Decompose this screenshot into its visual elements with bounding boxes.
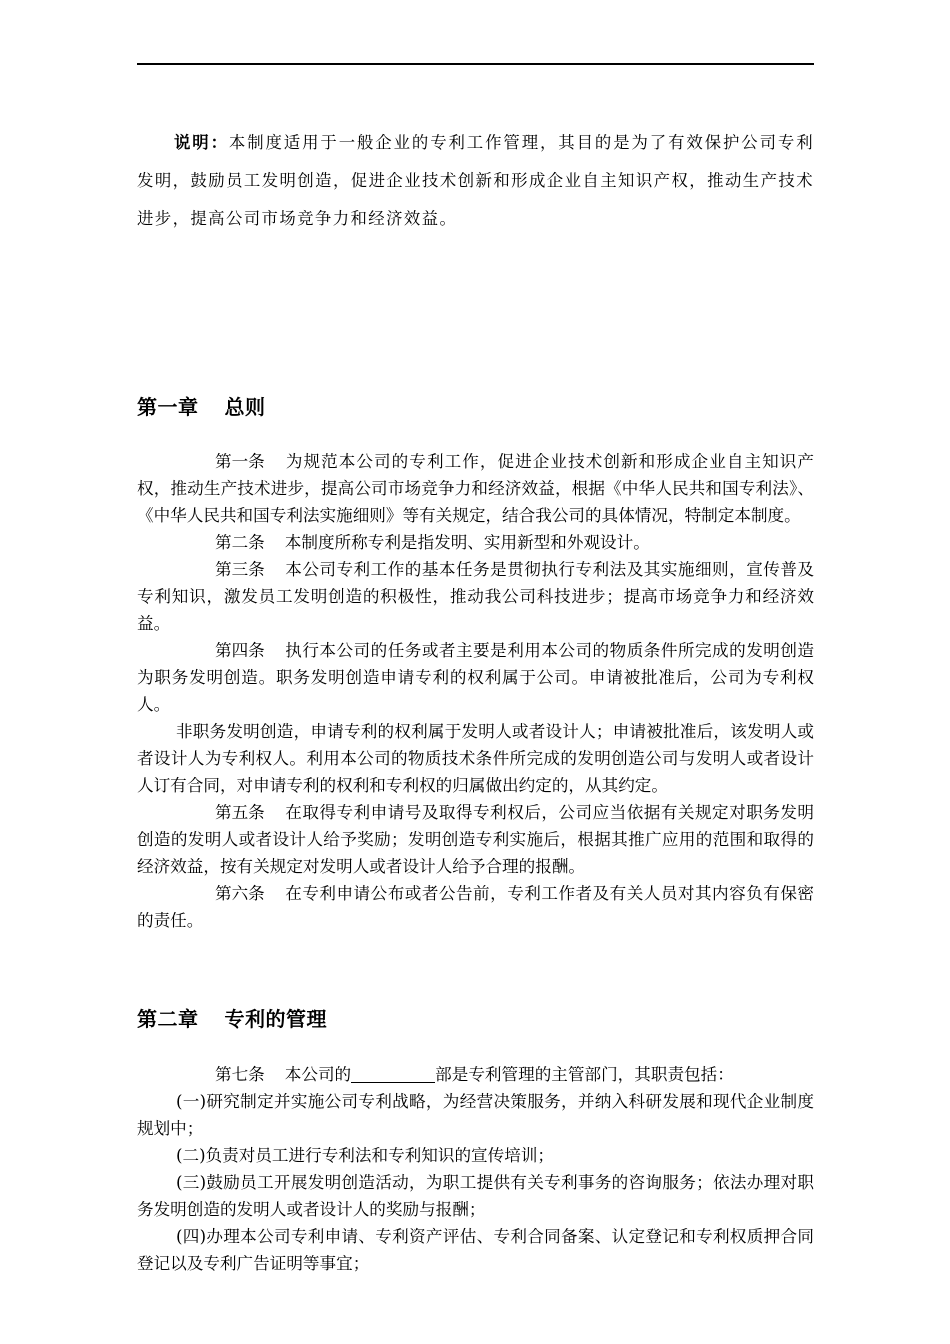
article-4-text: 执行本公司的任务或者主要是利用本公司的物质条件所完成的发明创造为职务发明创造。职务发明创造申请专利的权利属于公司。申请被批准后，公司为专利权人。 [137, 641, 814, 714]
article-3-text: 本公司专利工作的基本任务是贯彻执行专利法及其实施细则，宣传普及专利知识，激发员工发明创造的积极性，推动我公司科技进步；提高市场竞争力和经济效益。 [137, 560, 814, 633]
chapter-1-heading [137, 391, 266, 420]
article-1-text: 为规范本公司的专利工作，促进企业技术创新和形成企业自主知识产权，推动生产技术进步，提高公司市场竞争力和经济效益，根据《中华人民共和国专利法》、 《中华人民共和国专利法实施细则》等有关规定，结合我公司的具体情况，特制定本制度。 [137, 452, 814, 525]
article-4 [137, 637, 814, 718]
duty-item-4 [137, 1223, 814, 1277]
department-blank-line [351, 1064, 435, 1083]
duty-item-1-text: (一)研究制定并实施公司专利战略，为经营决策服务，并纳入科研发展和现代企业制度规划中； [137, 1092, 814, 1138]
intro-paragraph [137, 124, 814, 238]
chapter-2-title: 专利的管理 [224, 1007, 327, 1031]
article-1 [137, 448, 814, 529]
duty-item-2-text: (二)负责对员工进行专利法和专利知识的宣传培训； [176, 1146, 555, 1165]
article-4-continued-text: 非职务发明创造，申请专利的权利属于发明人或者设计人；申请被批准后，该发明人或者设计人为专利权人。利用本公司的物质技术条件所完成的发明创造公司与发明人或者设计人订有合同，对申请专利的权利和专利权的归属做出约定的，从其约定。 [137, 722, 814, 795]
article-2-text: 本制度所称专利是指发明、实用新型和外观设计。 [284, 533, 650, 552]
article-3-number: 第三条 [215, 560, 265, 579]
article-6 [137, 880, 814, 934]
article-7-number: 第七条 [215, 1065, 265, 1084]
duty-item-3-text: (三)鼓励员工开展发明创造活动，为职工提供有关专利事务的咨询服务；依法办理对职务发明创造的发明人或者设计人的奖励与报酬； [137, 1173, 814, 1219]
article-1-number: 第一条 [215, 452, 265, 471]
intro-label: 说明： [174, 133, 229, 152]
duty-item-4-text: (四)办理本公司专利申请、专利资产评估、专利合同备案、认定登记和专利权质押合同登记以及专利广告证明等事宜； [137, 1227, 814, 1273]
chapter-2-body [137, 1061, 814, 1277]
article-7-text-before: 本公司的 [284, 1065, 352, 1084]
duty-item-3 [137, 1169, 814, 1223]
article-7 [137, 1061, 814, 1088]
article-2 [137, 529, 814, 556]
article-7-text-after: 部是专利管理的主管部门，其职责包括： [435, 1065, 734, 1084]
article-6-text: 在专利申请公布或者公告前，专利工作者及有关人员对其内容负有保密的责任。 [137, 884, 814, 930]
chapter-1-number: 第一章 [137, 395, 199, 419]
article-4-continued [137, 718, 814, 799]
article-2-number: 第二条 [215, 533, 265, 552]
article-5 [137, 799, 814, 880]
article-6-number: 第六条 [215, 884, 265, 903]
duty-item-1 [137, 1088, 814, 1142]
chapter-2-heading [137, 1003, 327, 1032]
header-rule [137, 63, 814, 65]
chapter-1-body [137, 448, 814, 934]
article-5-number: 第五条 [215, 803, 265, 822]
article-3 [137, 556, 814, 637]
intro-text: 本制度适用于一般企业的专利工作管理，其目的是为了有效保护公司专利发明，鼓励员工发明创造，促进企业技术创新和形成企业自主知识产权，推动生产技术进步，提高公司市场竞争力和经济效益。 [137, 133, 814, 228]
article-4-number: 第四条 [215, 641, 265, 660]
chapter-2-number: 第二章 [137, 1007, 199, 1031]
chapter-1-title: 总则 [224, 395, 266, 419]
article-5-text: 在取得专利申请号及取得专利权后，公司应当依据有关规定对职务发明创造的发明人或者设计人给予奖励；发明创造专利实施后，根据其推广应用的范围和取得的经济效益，按有关规定对发明人或者设计人给予合理的报酬。 [137, 803, 814, 876]
duty-item-2 [137, 1142, 814, 1169]
